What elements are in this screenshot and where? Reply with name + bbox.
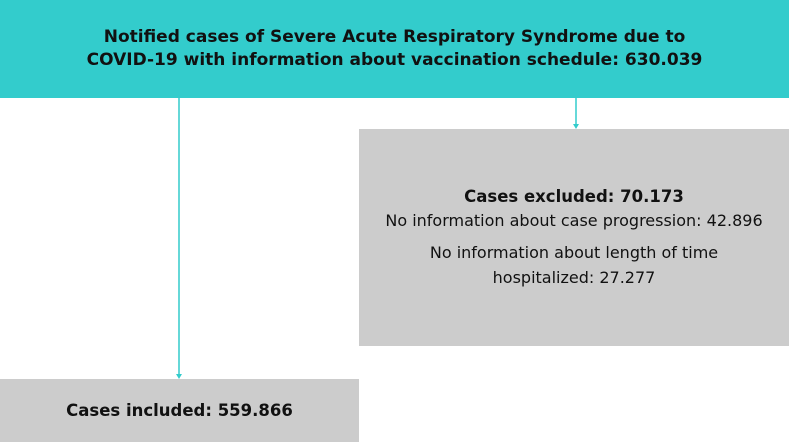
excluded-reason-progression: No information about case progression: 42.896 — [385, 210, 763, 230]
excluded-reason-hospitalization: No information about length of time hospitalized: 27.277 — [429, 242, 719, 287]
total-cases-line-2: COVID-19 with information about vaccination schedule: 630.039 — [86, 50, 703, 70]
excluded-cases-title: Cases excluded: 70.173 — [464, 186, 684, 206]
included-cases-box — [0, 379, 359, 442]
total-cases-line-1: Notified cases of Severe Acute Respiratory Syndrome due to — [103, 27, 686, 47]
excluded-cases-box — [359, 129, 789, 346]
included-cases-title: Cases included: 559.866 — [66, 401, 293, 420]
